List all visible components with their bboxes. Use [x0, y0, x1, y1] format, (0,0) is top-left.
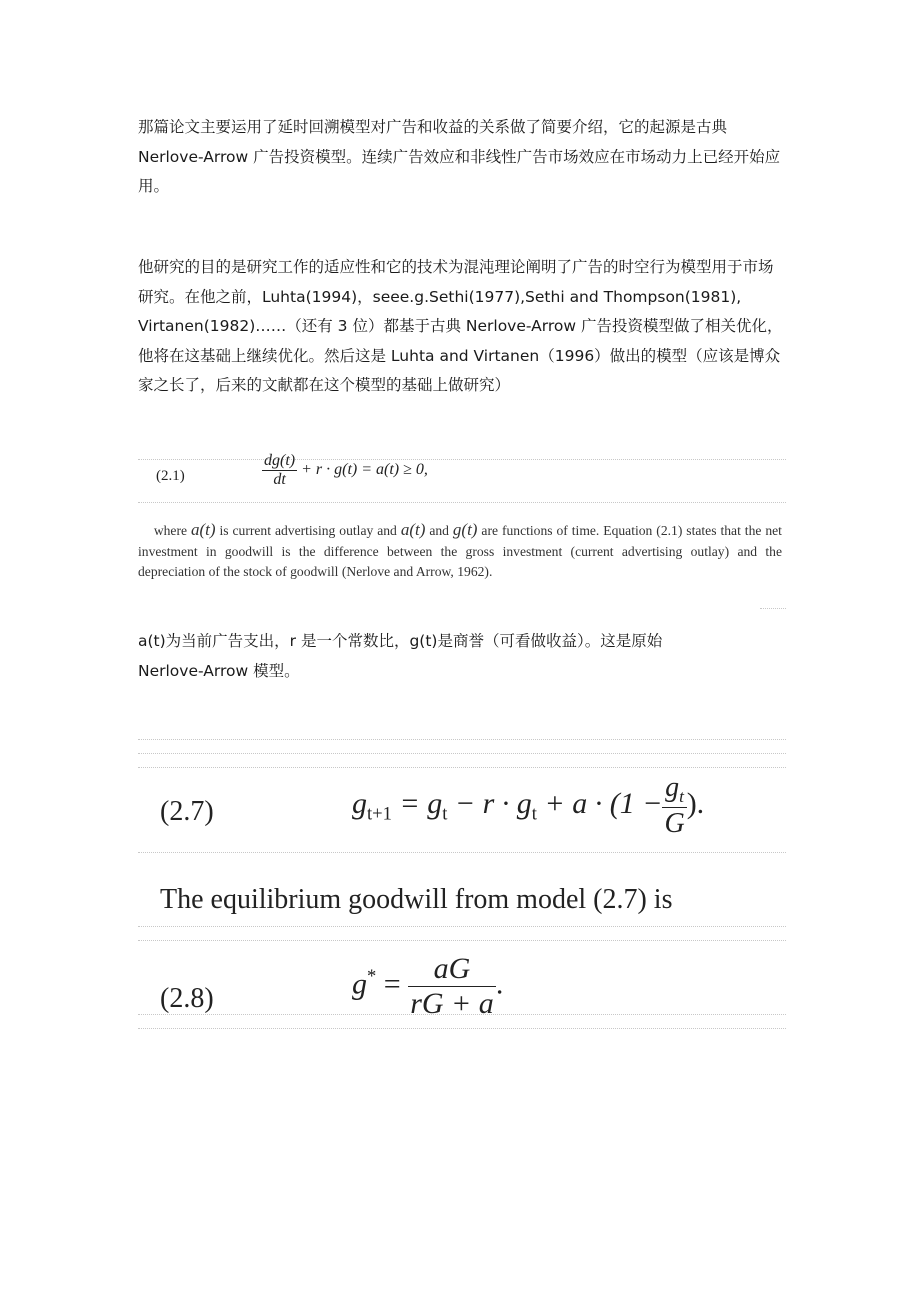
- dotted-rule: [138, 459, 786, 460]
- equation-2-7-lhs: g: [352, 786, 367, 820]
- where-text-part4: are functions of time. Equation (2.1) states that the net investment in goodwill is the difference between the gross investment (current advertising outlay) and the depreciation of the stock of goodwill (Nerlove and Arrow, 1962).: [138, 523, 782, 579]
- where-text-part1: where: [153, 523, 188, 538]
- equation-2-7-frac-num-sub: t: [679, 787, 684, 807]
- equation-2-1: [262, 452, 428, 489]
- equation-2-1-number: (2.1): [156, 468, 185, 484]
- equation-2-1-rest: + r · g(t) = a(t) ≥ 0,: [301, 461, 428, 479]
- paragraph-intro: 那篇论文主要运用了延时回溯模型对广告和收益的关系做了简要介绍，它的起源是古典 Nerlove-Arrow 广告投资模型。连续广告效应和非线性广告市场效应在市场动力上已经开始应用。: [138, 118, 781, 195]
- equation-2-8-end: .: [495, 967, 504, 1001]
- equation-2-8-lhs: g: [352, 967, 367, 1001]
- equation-2-7-plus: + a · (1 −: [544, 786, 663, 820]
- equation-2-7-close: ).: [686, 786, 705, 820]
- equation-2-7-sub2: t: [531, 803, 537, 825]
- dotted-rule: [138, 1028, 786, 1029]
- equation-2-7-lhs-subscript: t+1: [367, 803, 392, 825]
- equation-2-8-equals: =: [383, 967, 401, 1001]
- equation-2-7-number: (2.7): [160, 796, 214, 827]
- dotted-rule: [138, 739, 786, 740]
- dotted-rule: [138, 753, 786, 754]
- equilibrium-sentence: The equilibrium goodwill from model (2.7) is: [160, 884, 673, 915]
- dotted-rule: [760, 608, 786, 609]
- dotted-rule: [138, 852, 786, 853]
- paragraph-model-explanation: a(t)为当前广告支出，r 是一个常数比，g(t)是商誉（可看做收益）。这是原始 Nerlove-Arrow 模型。: [138, 632, 663, 680]
- equation-2-1-denominator: dt: [273, 471, 286, 488]
- dotted-rule: [138, 767, 786, 768]
- equation-2-8-lhs-sup: *: [367, 966, 377, 988]
- where-text-part3: and: [429, 523, 449, 538]
- where-text-at1: a(t): [190, 520, 216, 539]
- dotted-rule: [138, 940, 786, 941]
- where-explanation: [138, 520, 782, 583]
- where-text-at2: a(t): [400, 520, 426, 539]
- where-text-part2: is current advertising outlay and: [219, 523, 397, 538]
- equation-2-8-numerator: aG: [408, 952, 496, 987]
- equation-2-1-numerator: dg(t): [264, 452, 296, 469]
- equation-2-7-minus: − r · g: [454, 786, 532, 820]
- equation-2-7-sub1: t: [442, 803, 448, 825]
- dotted-rule: [138, 1014, 786, 1015]
- paragraph-research-background: 他研究的目的是研究工作的适应性和它的技术为混沌理论阐明了广告的时空行为模型用于市场研究。在他之前，Luhta(1994)，seee.g.Sethi(1977),Sethi and Thompson(1981), Virtanen(1982)……（还有 3 位）都基于古典 Nerlove-Arrow 广告投资模型做了相关优化，他将在这基础上继续优化。然后这是 Luhta and Virtanen（1996）做出的模型（应该是博众家之长了，后来的文献都在这个模型的基础上做研究）: [138, 258, 783, 394]
- equation-2-7-middle: = g: [399, 786, 443, 820]
- equation-2-7-frac-num: g: [665, 772, 680, 803]
- equation-2-8: [352, 952, 503, 1021]
- dotted-rule: [138, 926, 786, 927]
- equation-2-8-denominator: rG + a: [410, 987, 494, 1020]
- where-text-gt: g(t): [452, 520, 478, 539]
- dotted-rule: [138, 502, 786, 503]
- equation-2-7-frac-den: G: [664, 808, 685, 840]
- equation-2-8-number: (2.8): [160, 983, 214, 1014]
- equation-2-7: [352, 772, 704, 840]
